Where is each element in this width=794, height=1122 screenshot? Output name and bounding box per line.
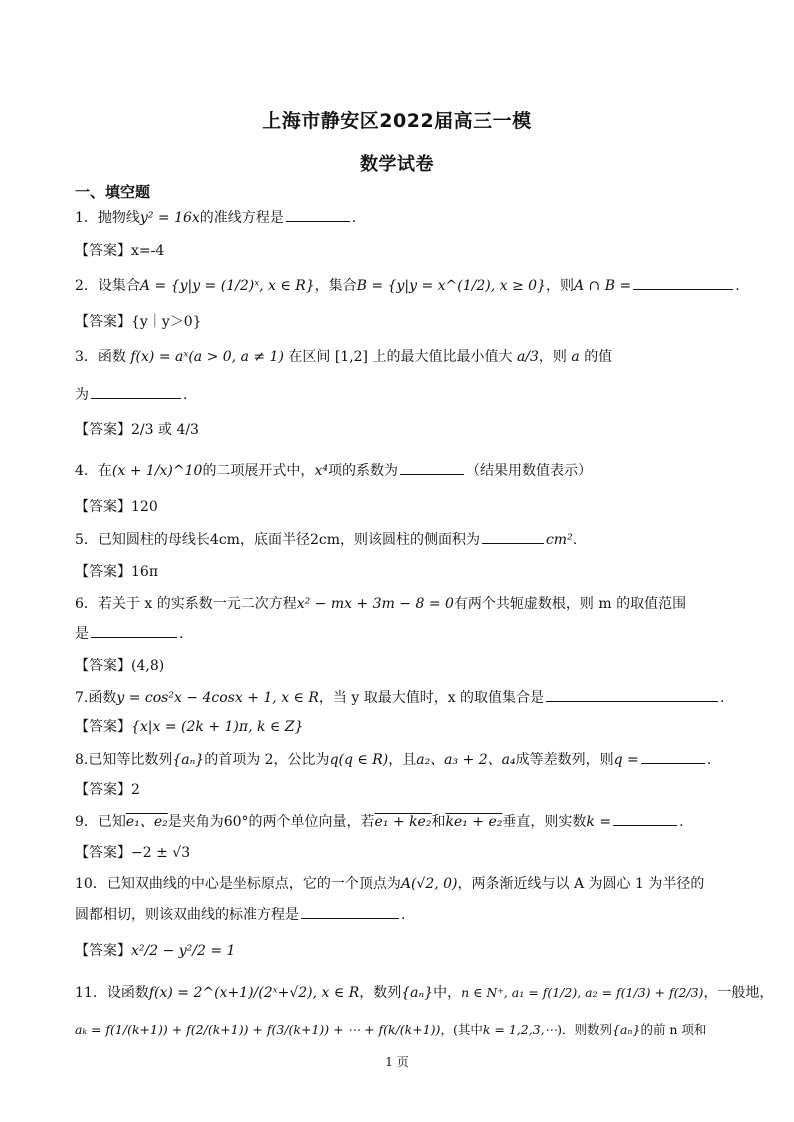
answer-8: 【答案】2 xyxy=(75,782,140,798)
question-7: 7.函数y = cos²x − 4cosx + 1, x ∈ R，当 y 取最大值时，x 的取值集合是 . xyxy=(75,687,725,708)
question-8: 8.已知等比数列{aₙ}的首项为 2，公比为q(q ∈ R)，且a₂、a₃ + 2、a₄成等差数列，则q = . xyxy=(75,749,711,770)
question-3: 3．函数 f(x) = aˣ(a > 0, a ≠ 1) 在区间 [1,2] 上的最大值比最小值大 a/3，则 a 的值 xyxy=(75,349,613,365)
question-11: 11．设函数f(x) = 2^(x+1)/(2ˣ+√2), x ∈ R，数列{aₙ}中，n ∈ N⁺, a₁ = f(1/2), a₂ = f(1/3) + f(2/3)，一般地， xyxy=(75,985,774,1001)
answer-blank xyxy=(91,384,181,399)
answer-blank xyxy=(400,460,464,475)
question-10: 10．已知双曲线的中心是坐标原点，它的一个顶点为A(√2, 0)，两条渐近线与以 A 为圆心 1 为半径的 xyxy=(75,876,705,892)
answer-blank xyxy=(286,207,350,222)
answer-blank xyxy=(613,811,677,826)
question-3-cont: 为 . xyxy=(75,384,187,405)
answer-2: 【答案】{y｜y＞0} xyxy=(75,314,202,330)
question-6-cont: 是 . xyxy=(75,623,183,644)
question-1: 1．抛物线y² = 16x的准线方程是 . xyxy=(75,207,356,228)
answer-blank xyxy=(546,687,718,702)
section-heading: 一、填空题 xyxy=(75,183,151,201)
answer-blank xyxy=(301,904,399,919)
answer-3: 【答案】2/3 或 4/3 xyxy=(75,422,199,438)
document-subtitle: 数学试卷 xyxy=(360,154,434,175)
answer-blank xyxy=(633,275,733,290)
question-6: 6．若关于 x 的实系数一元二次方程x² − mx + 3m − 8 = 0有两个共轭虚数根，则 m 的取值范围 xyxy=(75,596,687,612)
document-title: 上海市静安区2022届高三一模 xyxy=(262,110,532,132)
answer-1: 【答案】x=-4 xyxy=(75,243,165,259)
question-11-cont: aₖ = f(1/(k+1)) + f(2/(k+1)) + f(3/(k+1)) + ⋯ + f(k/(k+1))，(其中k = 1,2,3,⋯)．则数列{aₙ}的前 n 项和 xyxy=(75,1022,707,1037)
answer-9: 【答案】−2 ± √3 xyxy=(75,845,191,861)
page-number: 1 页 xyxy=(385,1055,409,1069)
answer-blank xyxy=(91,623,177,638)
answer-5: 【答案】16π xyxy=(75,564,159,580)
question-10-cont: 圆都相切，则该双曲线的标准方程是 . xyxy=(75,904,405,925)
answer-blank xyxy=(641,749,705,764)
question-5: 5．已知圆柱的母线长4cm，底面半径2cm，则该圆柱的侧面积为 cm². xyxy=(75,529,577,550)
answer-4: 【答案】120 xyxy=(75,499,158,515)
question-9: 9．已知e₁、e₂是夹角为60°的两个单位向量，若e₁ + ke₂和ke₁ + e₂垂直，则实数k = . xyxy=(75,811,684,832)
answer-10: 【答案】x²/2 − y²/2 = 1 xyxy=(75,943,236,959)
question-4: 4．在(x + 1/x)^10的二项展开式中，x⁴项的系数为 （结果用数值表示） xyxy=(75,460,592,481)
answer-7: 【答案】{x|x = (2k + 1)π, k ∈ Z} xyxy=(75,719,304,735)
answer-6: 【答案】(4,8) xyxy=(75,658,165,674)
answer-blank xyxy=(482,529,544,544)
question-2: 2．设集合A = {y|y = (1/2)ˣ, x ∈ R}，集合B = {y|y = x^(1/2), x ≥ 0}，则A ∩ B = . xyxy=(75,275,740,296)
